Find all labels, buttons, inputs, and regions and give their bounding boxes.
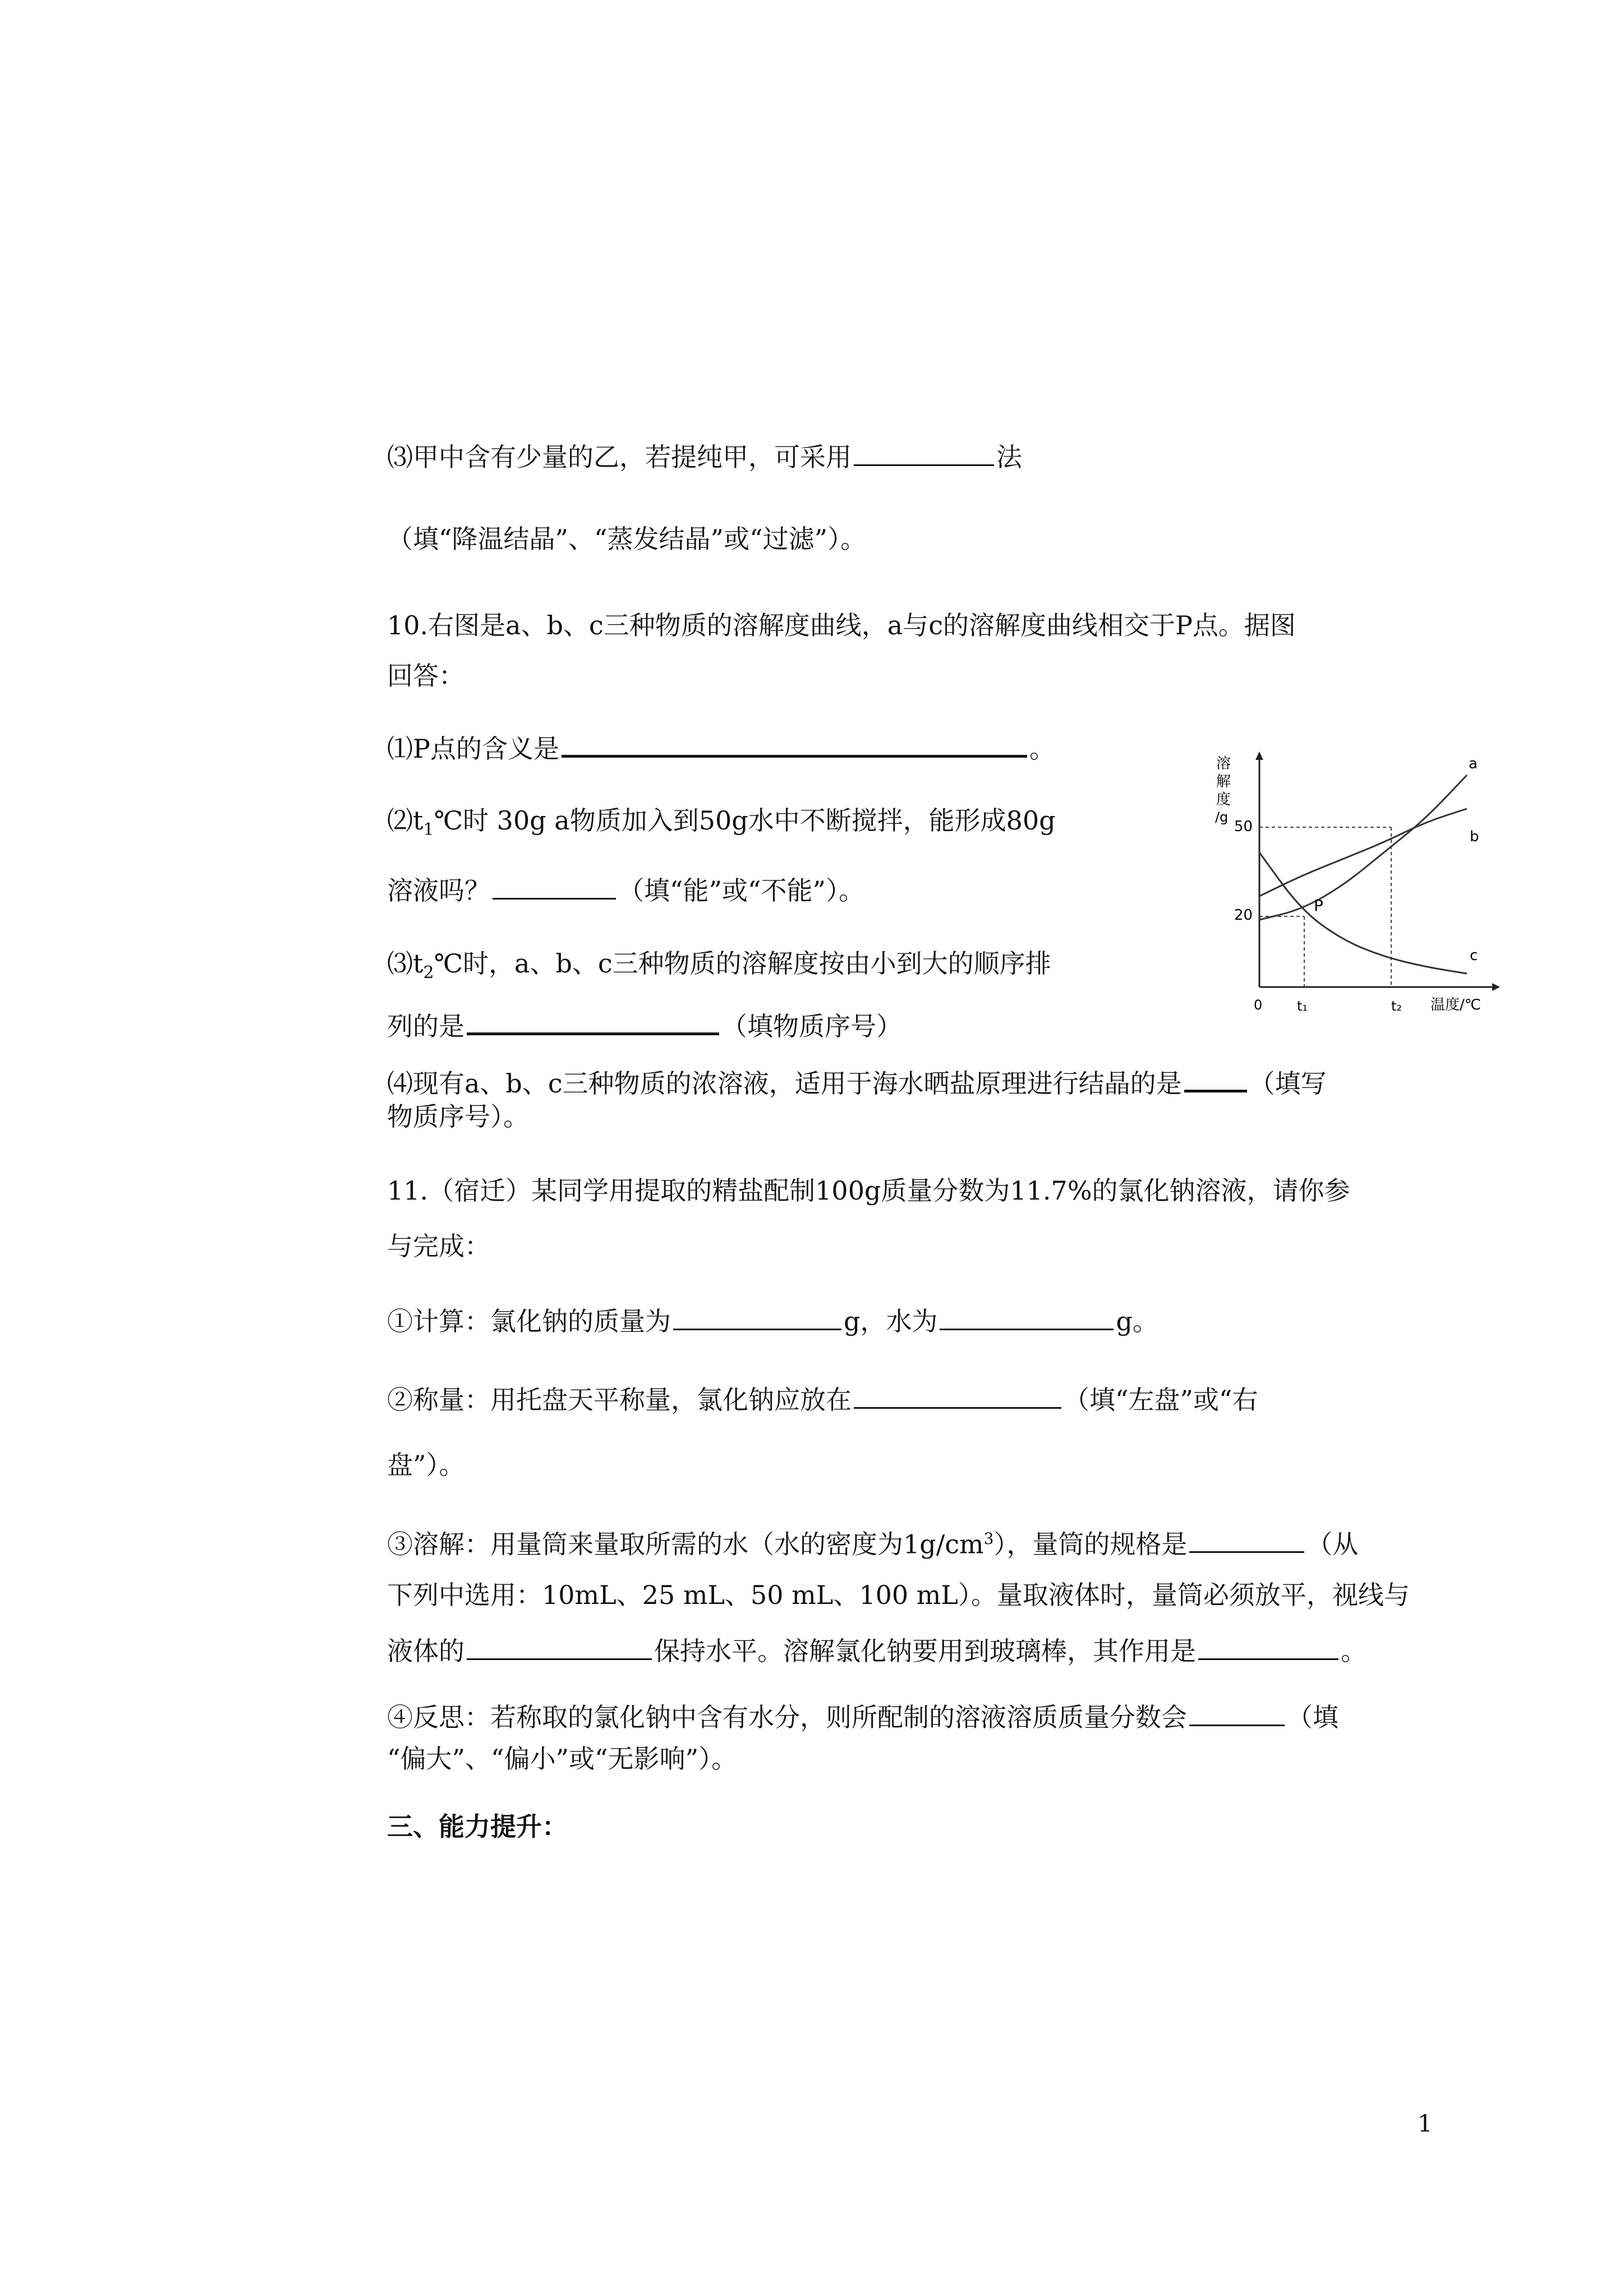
solubility-chart (1206, 746, 1509, 1021)
q9-part3 (387, 440, 1022, 474)
cylinder-spec-blank[interactable] (1189, 1527, 1304, 1553)
water-mass-blank[interactable] (940, 1304, 1114, 1330)
q9-part3-hint: （填“降温结晶”、“蒸发结晶”或“过滤”）。 (387, 524, 867, 554)
page-number: 1 (1418, 2110, 1433, 2137)
answer-blank[interactable] (562, 730, 1027, 758)
q10-intro-cont: 回答： (387, 661, 464, 691)
q10-part3-text-d: （填物质序号） (721, 1011, 902, 1041)
q10-part4-cont: 物质序号）。 (387, 1101, 529, 1132)
q11-step3-cont: 下列中选用：10mL、25 mL、50 mL、100 mL）。量取液体时，量筒必须放平，视线与 (387, 1580, 1410, 1610)
y-axis-arrow (1255, 751, 1263, 760)
answer-blank[interactable] (1189, 1700, 1285, 1726)
q10-part1-text: ⑴P点的含义是 (387, 734, 559, 764)
answer-blank[interactable] (467, 1008, 719, 1035)
q10-part3-text-c: 列的是 (387, 1011, 464, 1041)
q11-step3-text-b: ），量筒的规格是 (993, 1529, 1188, 1560)
q11-step3-text-c: （从 (1306, 1529, 1359, 1560)
answer-blank[interactable] (1184, 1065, 1247, 1092)
q10-part4-text-b: （填写 (1249, 1068, 1327, 1099)
curve-a (1259, 775, 1467, 920)
q11-step3-text-e: 液体的 (387, 1636, 464, 1666)
origin-label: 0 (1254, 997, 1263, 1013)
q11-step1-text-a: ①计算：氯化钠的质量为 (387, 1306, 671, 1336)
q9-part3-suffix: 法 (996, 442, 1022, 472)
y-tick-20: 20 (1234, 907, 1253, 924)
curve-b-label: b (1470, 828, 1479, 845)
q11-intro: 11.（宿迁）某同学用提取的精盐配制100g质量分数为11.7%的氯化钠溶液，请你参 (387, 1175, 1350, 1206)
x-tick-t1: t₁ (1297, 998, 1308, 1014)
q10-part2-text-d: （填“能”或“不能”）。 (618, 875, 865, 906)
q11-step3-text-g: 。 (1341, 1636, 1367, 1666)
curve-c (1259, 852, 1467, 974)
x-tick-t2: t₂ (1391, 998, 1402, 1014)
q10-part1-end: 。 (1029, 734, 1055, 764)
q11-step3 (387, 1522, 1358, 1561)
section-heading: 三、能力提升： (387, 1811, 568, 1842)
q10-part2-sub: 1 (423, 820, 434, 840)
answer-blank[interactable] (854, 1382, 1061, 1409)
q10-part1 (387, 730, 1055, 766)
q11-step3-cont2 (387, 1634, 1367, 1668)
answer-blank[interactable] (1198, 1634, 1338, 1660)
point-p-label: P (1314, 896, 1323, 915)
answer-blank[interactable] (493, 873, 616, 900)
q11-step4 (387, 1700, 1338, 1734)
q10-part2-text-b: ℃时 30g a物质加入到50g水中不断搅拌，能形成80g (434, 805, 1056, 836)
x-axis-label: 温度/℃ (1430, 997, 1481, 1013)
curve-b (1259, 809, 1467, 896)
y-tick-50: 50 (1234, 818, 1253, 835)
q11-step4-cont: “偏大”、“偏小”或“无影响”）。 (387, 1744, 738, 1774)
q11-step1 (387, 1304, 1158, 1338)
y-axis-label-3: 度 (1216, 791, 1231, 808)
answer-blank[interactable] (467, 1634, 652, 1660)
curve-c-label: c (1470, 947, 1478, 964)
q11-step2-cont: 盘”）。 (387, 1450, 465, 1480)
q11-step2-text-a: ②称量：用托盘天平称量，氯化钠应放在 (387, 1385, 852, 1415)
q11-step4-text-a: ④反思：若称取的氯化钠中含有水分，则所配制的溶液溶质质量分数会 (387, 1702, 1187, 1732)
q10-intro: 10.右图是a、b、c三种物质的溶解度曲线，a与c的溶解度曲线相交于P点。据图 (387, 610, 1296, 640)
q10-part3 (387, 947, 1051, 990)
curve-a-label: a (1469, 755, 1478, 772)
q11-step3-text-f: 保持水平。溶解氯化钠要用到玻璃棒，其作用是 (654, 1636, 1196, 1666)
q10-part2-cont (387, 873, 864, 907)
x-axis-arrow (1492, 983, 1500, 991)
q10-part3-text-b: ℃时，a、b、c三种物质的溶解度按由小到大的顺序排 (434, 948, 1051, 979)
q11-step2 (387, 1382, 1258, 1417)
q10-part2-text-c: 溶液吗？ (387, 875, 490, 906)
q11-intro-cont: 与完成： (387, 1231, 490, 1261)
q10-part4 (387, 1065, 1327, 1100)
q11-step1-text-c: g。 (1116, 1306, 1158, 1336)
q10-part2 (387, 804, 1056, 847)
q11-step3-sup: 3 (983, 1529, 994, 1548)
q10-part3-sub: 2 (423, 963, 434, 983)
q11-step1-text-b: g，水为 (844, 1306, 938, 1336)
y-axis-label-2: 解 (1216, 773, 1231, 790)
answer-blank[interactable] (854, 440, 994, 466)
q10-part3-cont (387, 1008, 902, 1043)
y-axis-label-1: 溶 (1216, 755, 1231, 772)
sodium-chloride-mass-blank[interactable] (673, 1304, 841, 1330)
q11-step4-text-b: （填 (1287, 1702, 1338, 1732)
y-axis-label-4: /g (1215, 809, 1229, 825)
q10-part3-text-a: ⑶t (387, 948, 424, 979)
q9-part3-text: ⑶甲中含有少量的乙，若提纯甲，可采用 (387, 442, 852, 472)
q10-part2-text-a: ⑵t (387, 805, 424, 836)
q11-step2-text-b: （填“左盘”或“右 (1064, 1385, 1258, 1415)
q11-step3-text-a: ③溶解：用量筒来量取所需的水（水的密度为1g/cm (387, 1529, 984, 1560)
q10-part4-text-a: ⑷现有a、b、c三种物质的浓溶液，适用于海水晒盐原理进行结晶的是 (387, 1068, 1182, 1099)
